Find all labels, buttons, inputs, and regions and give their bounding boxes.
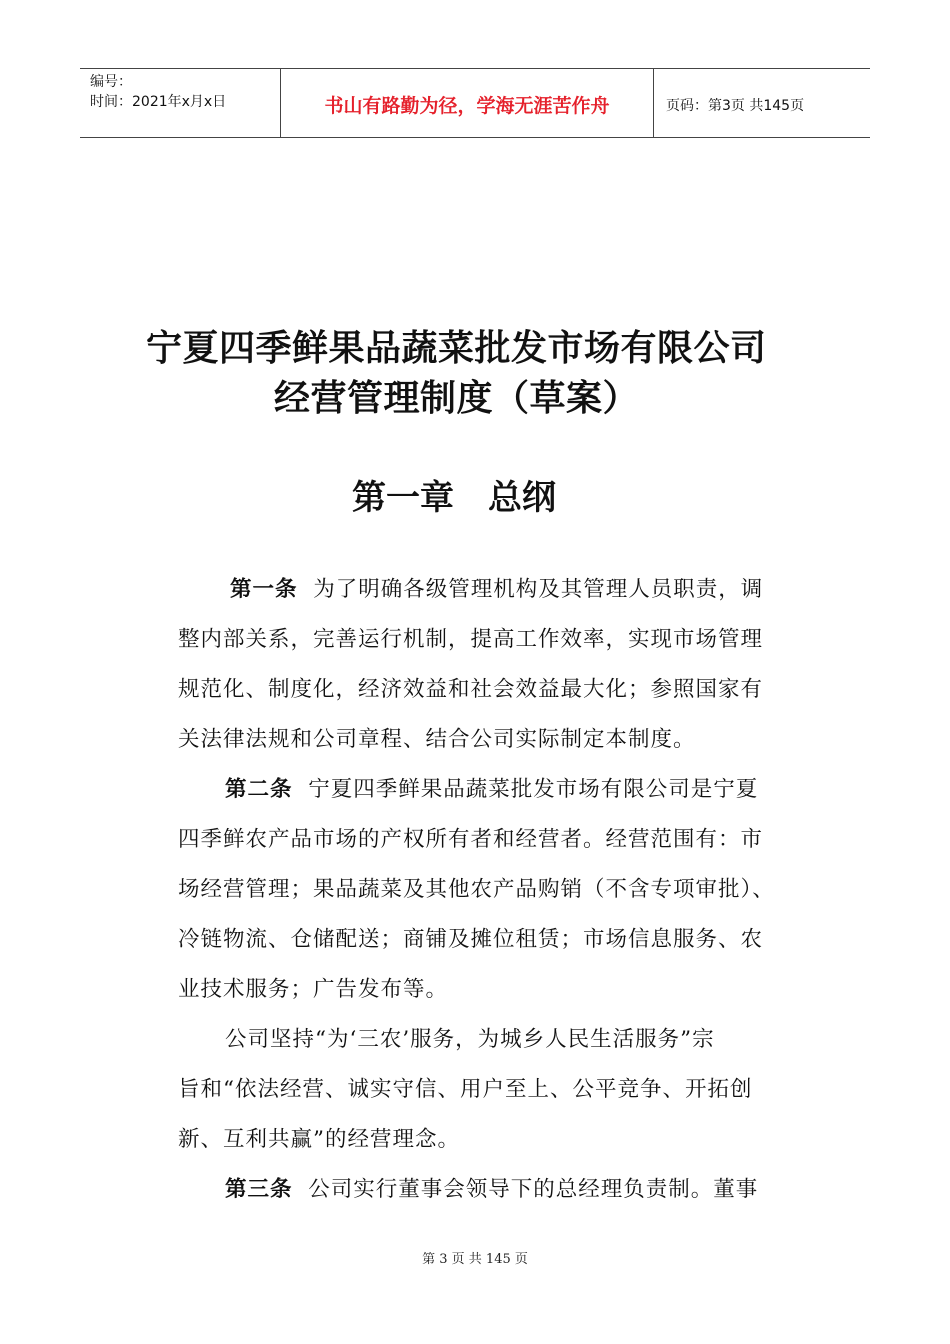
article-1 [178, 565, 818, 765]
article-3 [178, 1165, 818, 1215]
article-2-line-1: 第二条 宁夏四季鲜果品蔬菜批发市场有限公司是宁夏 [225, 777, 759, 802]
article-2-paragraph-2 [178, 1015, 818, 1165]
chapter-heading: 第一章 总纲 [352, 478, 556, 518]
article-1-line-4: 关法律法规和公司章程、结合公司实际制定本制度。 [178, 727, 696, 752]
paragraph-line-3: 新、互利共赢”的经营理念。 [178, 1127, 460, 1152]
header-motto-cell [281, 69, 654, 137]
article-2-label: 第二条 [225, 777, 293, 802]
article-1-line-1: 第一条 为了明确各级管理机构及其管理人员职责，调 [230, 577, 764, 602]
document-title-line2: 经营管理制度（草案） [274, 377, 640, 419]
article-1-line-2: 整内部关系，完善运行机制，提高工作效率，实现市场管理 [178, 627, 764, 652]
paragraph-line-2: 旨和“依法经营、诚实守信、用户至上、公平竞争、开拓创 [178, 1077, 753, 1102]
motto-text: 书山有路勤为径，学海无涯苦作舟 [324, 95, 610, 117]
article-3-line-1: 第三条 公司实行董事会领导下的总经理负责制。董事 [225, 1177, 759, 1202]
paragraph-line-1: 公司坚持“为‘三农’服务，为城乡人民生活服务”宗 [225, 1027, 715, 1052]
article-2-line-3: 场经营管理；果品蔬菜及其他农产品购销（不含专项审批）、 [178, 877, 775, 902]
document-title-line1: 宁夏四季鲜果品蔬菜批发市场有限公司 [146, 327, 767, 369]
header-table [80, 68, 870, 138]
article-3-label: 第三条 [225, 1177, 293, 1202]
header-page-info: 页码：第3页 共145页 [666, 98, 805, 114]
document-date-label: 时间：2021年x月x日 [90, 94, 227, 110]
article-2 [178, 765, 818, 1015]
article-2-line-4: 冷链物流、仓储配送；商铺及摊位租赁；市场信息服务、农 [178, 927, 764, 952]
article-1-line-3: 规范化、制度化，经济效益和社会效益最大化；参照国家有 [178, 677, 764, 702]
article-2-line-2: 四季鲜农产品市场的产权所有者和经营者。经营范围有：市 [178, 827, 764, 852]
header-left-cell [80, 69, 281, 137]
document-code-label: 编号： [90, 74, 132, 90]
article-1-label: 第一条 [230, 577, 298, 602]
page-footer: 第 3 页 共 145 页 [422, 1252, 528, 1267]
article-2-line-5: 业技术服务；广告发布等。 [178, 977, 449, 1002]
header-page-cell [654, 69, 870, 137]
